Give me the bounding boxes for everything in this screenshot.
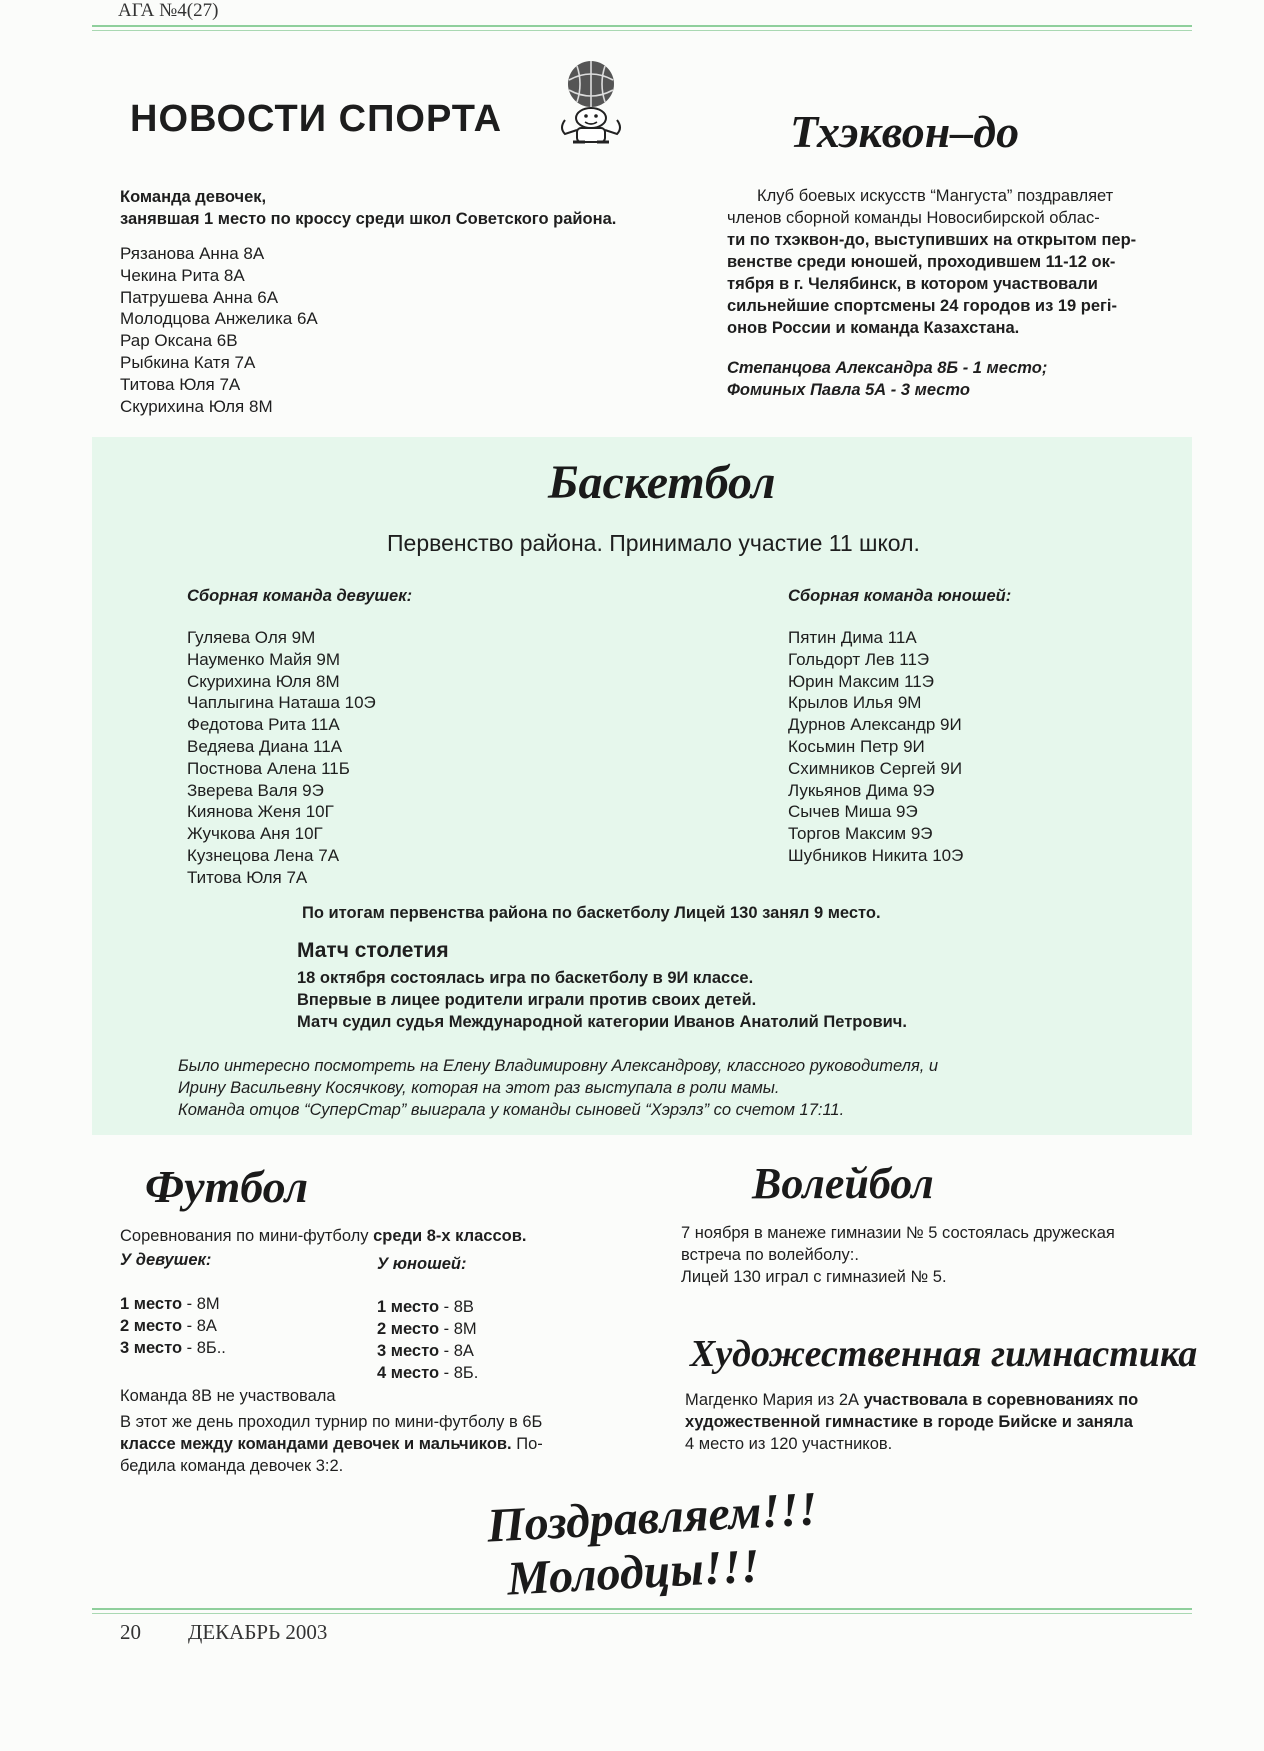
result-line: Степанцова Александра 8Б - 1 место; [727,359,1048,377]
text-line: венстве среди юношей, проходившем 11-12 ок- [727,253,1116,271]
list-item: Ведяева Диана 11А [187,736,343,756]
result-line: Фоминых Павла 5А - 3 место [727,381,970,399]
football-title: Футбол [145,1161,309,1212]
list-item: Дурнов Александр 9И [788,715,962,735]
list-item: Юрин Максим 11Э [788,671,934,691]
text-line: 4 место из 120 участников. [685,1435,893,1453]
place-team: - 8А [186,1317,217,1335]
list-item: Титова Юля 7А [120,374,241,394]
place-row [377,1362,478,1384]
issue-label: АГА №4(27) [118,0,219,21]
football-paragraph [120,1411,590,1477]
list-item: Чекина Рита 8А [120,265,245,285]
basketball-player-icon [555,58,627,150]
text-line: 7 ноября в манеже гимназии № 5 состоялась дружеская [681,1224,1115,1242]
girls-team-heading: Сборная команда девушек: [187,587,413,605]
list-item: Гуляева Оля 9М [187,628,316,647]
list-item: Науменко Майя 9М [187,649,341,669]
football-intro [120,1225,526,1247]
list-item: Схимников Сергей 9И [788,758,963,778]
list-item: Киянова Женя 10Г [187,802,334,822]
list-item: Рязанова Анна 8А [120,244,265,263]
list-item: Патрушева Анна 6А [120,287,279,307]
football-intro-text: Соревнования по мини-футболу [120,1227,374,1245]
place-row [377,1340,478,1362]
text-line: 18 октября состоялась игра по баскетболу в 9И классе. [297,969,754,987]
match-title: Матч столетия [297,939,449,962]
football-intro-bold: среди 8-х классов. [373,1227,527,1245]
list-item: Скурихина Юля 8М [187,671,340,691]
list-item: Рар Оксана 6В [120,331,238,351]
page-number: 20 [120,1620,141,1644]
cross-names [120,243,318,417]
text-line: Матч судил судья Международной категории Иванов Анатолий Петрович. [297,1013,907,1031]
text-line: тября в г. Челябинск, в котором участвовали [727,275,1098,293]
football-girls-heading: У девушек: [120,1251,212,1269]
place-label: 3 место [120,1339,183,1357]
place-label: 1 место [120,1295,183,1313]
basketball-result: По итогам первенства района по баскетболу Лицей 130 занял 9 место. [302,904,881,922]
text-line: Лицей 130 играл с гимназией № 5. [681,1268,947,1286]
place-team: - 8Б. [443,1364,479,1382]
text-line: встреча по волейболу:. [681,1246,859,1264]
match-comment [178,1055,938,1121]
list-item: Постнова Алена 11Б [187,758,350,778]
football-girls-places [120,1293,226,1359]
place-team: - 8А [443,1342,474,1360]
gymnastics-text [685,1389,1138,1455]
text-line: Клуб боевых искусств “Мангуста” поздравляет [757,187,1114,205]
list-item: Торгов Максим 9Э [788,824,933,844]
place-label: 2 место [377,1320,440,1338]
place-row [377,1318,478,1340]
place-team: - 8В [443,1298,474,1316]
text-line: В этот же день проходил турнир по мини-футболу в 6Б [120,1413,543,1431]
boys-team-list [788,627,963,867]
taekwondo-text [727,185,1167,339]
girls-team-list [187,627,376,889]
list-item: Молодцова Анжелика 6А [120,309,318,329]
footer-rule [92,1608,1192,1610]
football-note: Команда 8В не участвовала [120,1387,336,1405]
text-tail: По- [511,1435,543,1453]
taekwondo-results [727,357,1047,401]
list-item: Зверева Валя 9Э [187,780,324,800]
place-label: 3 место [377,1342,440,1360]
place-label: 1 место [377,1298,440,1316]
text-line: Было интересно посмотреть на Елену Владимировну Александрову, классного руководителя, и [178,1057,939,1075]
basketball-title: Баскетбол [548,456,776,509]
cross-heading-1: Команда девочек, [120,188,267,206]
text-bold: классе между командами девочек и мальчиков. [120,1435,512,1453]
place-label: 2 место [120,1317,183,1335]
cross-heading-2: занявшая 1 место по кроссу среди школ Советского района. [120,210,617,228]
basketball-subtitle: Первенство района. Принимало участие 11 школ. [387,530,920,556]
list-item: Рыбкина Катя 7А [120,352,256,372]
place-row [120,1293,226,1315]
footer-rule-thin [92,1613,1192,1614]
place-team: - 8М [443,1320,477,1338]
list-item: Крылов Илья 9М [788,693,922,713]
list-item: Скурихина Юля 8М [120,396,273,416]
text-normal: Магденко Мария из 2А [685,1391,864,1409]
list-item: Гольдорт Лев 11Э [788,649,930,669]
volleyball-text [681,1222,1115,1288]
place-team: - 8М [186,1295,220,1313]
text-line: онов России и команда Казахстана. [727,319,1020,337]
text-line: сильнейшие спортсмены 24 городов из 19 регі- [727,297,1117,315]
match-text [297,967,907,1033]
list-item: Жучкова Аня 10Г [187,824,323,844]
text-line: ти по тхэквон-до, выступивших на открытом пер- [727,231,1137,249]
text-bold: участвовала в соревнованиях по [863,1391,1139,1409]
list-item: Пятин Дима 11А [788,628,917,647]
text-line: Ирину Васильевну Косячкову, которая на этот раз выступала в роли мамы. [178,1079,780,1097]
place-team: - 8Б.. [186,1339,226,1357]
congrats-line-2: Молодцы!!! [505,1539,761,1606]
gymnastics-title: Художественная гимнастика [690,1333,1198,1375]
list-item: Федотова Рита 11А [187,715,340,735]
volleyball-title: Волейбол [752,1159,934,1208]
list-item: Чаплыгина Наташа 10Э [187,693,376,713]
taekwondo-title: Тхэквон–до [790,106,1020,157]
boys-team-heading: Сборная команда юношей: [788,587,1012,605]
place-row [120,1337,226,1359]
congrats-line-1: Поздравляем!!! [485,1482,819,1553]
issue-date: ДЕКАБРЬ 2003 [188,1620,328,1644]
list-item: Кузнецова Лена 7А [187,845,340,865]
text-line: членов сборной команды Новосибирской облас- [727,209,1100,227]
header-rule [92,25,1192,27]
text-line: художественной гимнастике в городе Бийске и заняла [685,1413,1133,1431]
list-item: Титова Юля 7А [187,867,308,887]
football-boys-heading: У юношей: [377,1255,467,1273]
place-row [120,1315,226,1337]
place-row [377,1296,478,1318]
text-line [120,1433,590,1455]
list-item: Шубников Никита 10Э [788,845,964,865]
football-boys-places [377,1296,478,1384]
text-line: Впервые в лицее родители играли против своих детей. [297,991,757,1009]
text-line: бедила команда девочек 3:2. [120,1457,344,1475]
header-rule-thin [92,30,1192,31]
text-line [685,1389,1138,1411]
list-item: Сычев Миша 9Э [788,802,918,822]
list-item: Косьмин Петр 9И [788,736,925,756]
text-line: Команда отцов “СуперСтар” выиграла у команды сыновей “Хэрэлз” со счетом 17:11. [178,1101,845,1119]
page-title: НОВОСТИ СПОРТА [130,98,503,140]
list-item: Лукьянов Дима 9Э [788,780,935,800]
place-label: 4 место [377,1364,440,1382]
